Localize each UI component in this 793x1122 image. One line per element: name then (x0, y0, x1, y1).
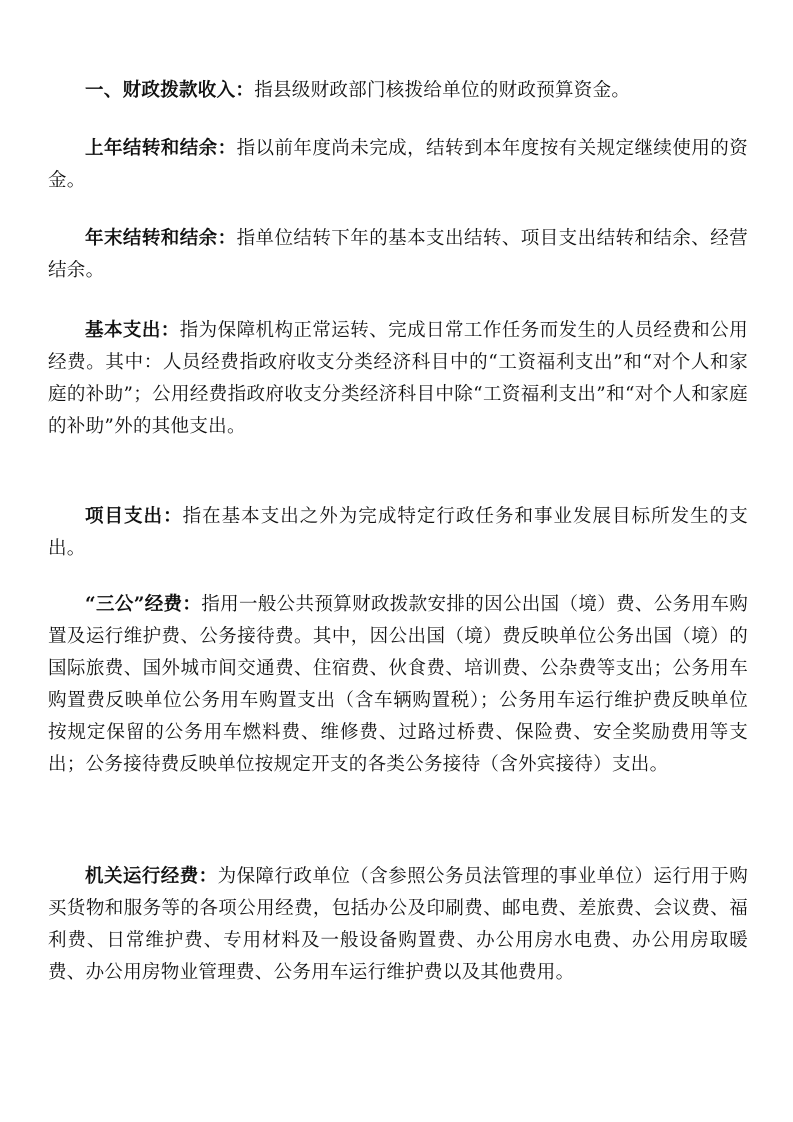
term-label: “三公”经费： (85, 593, 202, 615)
term-label: 机关运行经费： (85, 865, 218, 887)
paragraph-prior-year-carryover (48, 133, 748, 197)
paragraph-agency-operating-expenses (48, 861, 748, 989)
definition-text: 指在基本支出之外为完成特定行政任务和事业发展目标所发生的支出。 (48, 505, 748, 559)
paragraph-basic-expenditure (48, 315, 748, 443)
term-label: 一、财政拨款收入： (85, 79, 255, 101)
definition-text: 指用一般公共预算财政拨款安排的因公出国（境）费、公务用车购置及运行维护费、公务接待费。其中，因公出国（境）费反映单位公务出国（境）的国际旅费、国外城市间交通费、住宿费、伙食费、培训费、公杂费等支出；公务用车购置费反映单位公务用车购置支出（含车辆购置税）；公务用车运行维护费反映单位按规定保留的公务用车燃料费、维修费、过路过桥费、保险费、安全奖励费用等支出；公务接待费反映单位按规定开支的各类公务接待（含外宾接待）支出。 (48, 593, 748, 775)
definition-text: 指县级财政部门核拨给单位的财政预算资金。 (254, 79, 631, 101)
paragraph-fiscal-appropriation-income (48, 75, 748, 107)
paragraph-three-public-expenses (48, 589, 748, 781)
paragraph-year-end-carryover (48, 223, 748, 287)
definition-text: 为保障行政单位（含参照公务员法管理的事业单位）运行用于购买货物和服务等的各项公用经费，包括办公及印刷费、邮电费、差旅费、会议费、福利费、日常维护费、专用材料及一般设备购置费、办公用房水电费、办公用房取暖费、办公用房物业管理费、公务用车运行维护费以及其他费用。 (48, 865, 749, 983)
term-label: 基本支出： (85, 319, 180, 341)
definition-text: 指为保障机构正常运转、完成日常工作任务而发生的人员经费和公用经费。其中：人员经费指政府收支分类经济科目中的“工资福利支出”和“对个人和家庭的补助”；公用经费指政府收支分类经济科目中除“工资福利支出”和“对个人和家庭的补助”外的其他支出。 (48, 319, 748, 437)
definition-text: 指以前年度尚未完成，结转到本年度按有关规定继续使用的资金。 (48, 137, 748, 191)
term-label: 项目支出： (85, 505, 183, 527)
definition-text: 指单位结转下年的基本支出结转、项目支出结转和结余、经营结余。 (48, 227, 748, 281)
paragraph-project-expenditure (48, 501, 748, 565)
term-label: 年末结转和结余： (85, 227, 237, 249)
term-label: 上年结转和结余： (85, 137, 237, 159)
